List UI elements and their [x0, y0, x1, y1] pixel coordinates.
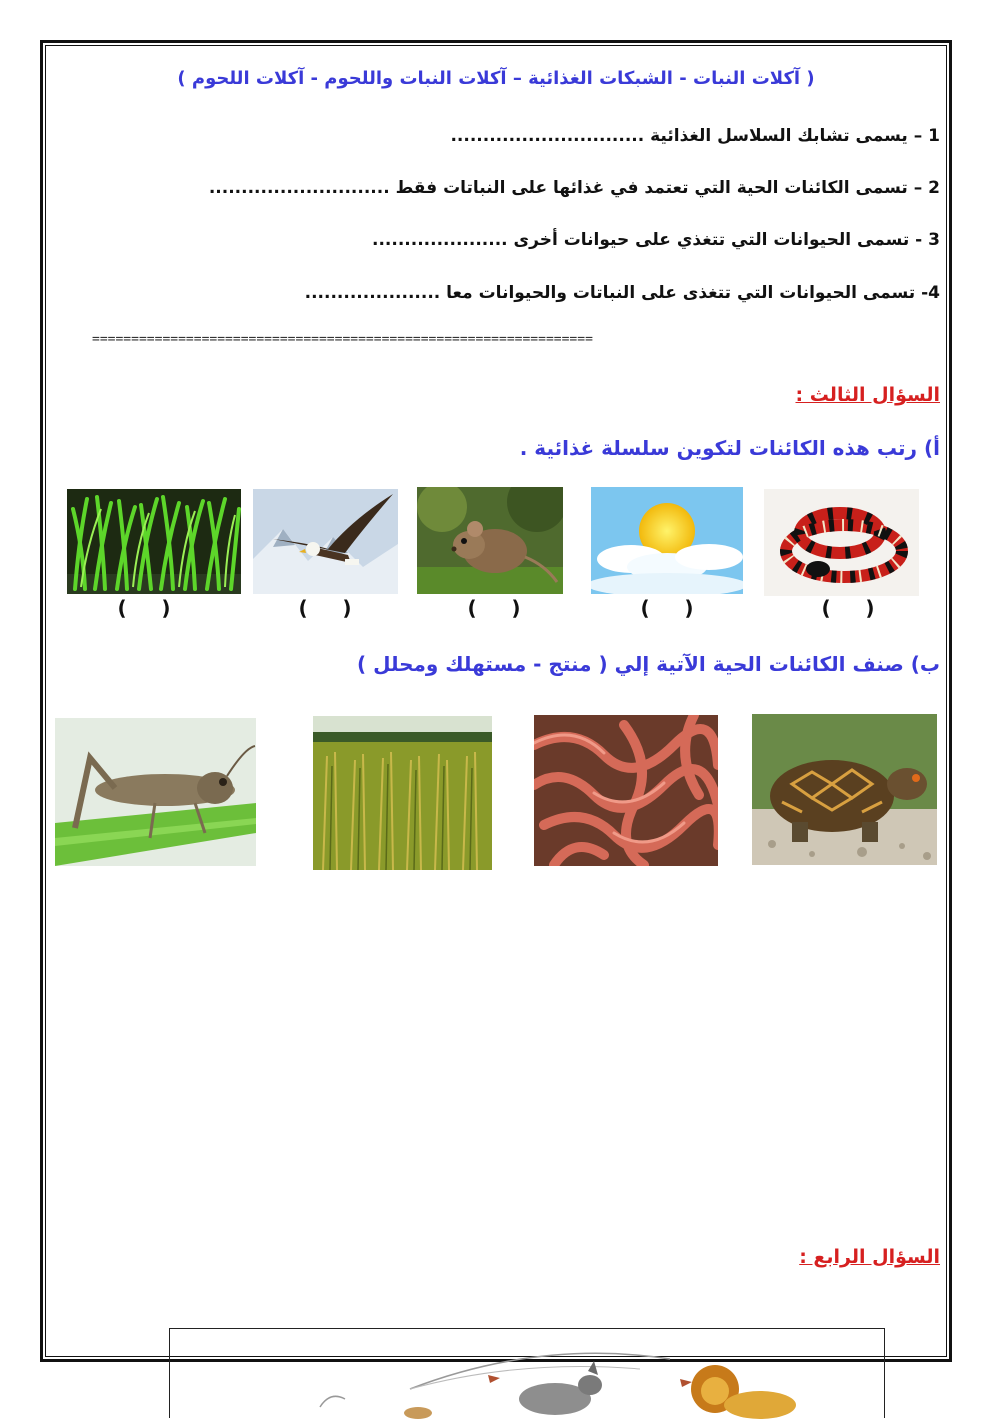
answer-box-1[interactable]: ( ) — [117, 596, 171, 620]
question-4-heading: السؤال الرابع : — [799, 1246, 940, 1268]
question-line-2: 2 – تسمى الكائنات الحية التي تعتمد في غذائها على النباتات فقط ............................ — [208, 178, 940, 198]
food-chain-diagram — [170, 1329, 886, 1419]
snake-image — [764, 489, 919, 596]
question-3-heading: السؤال الثالث : — [795, 384, 940, 406]
divider-line: ================================================================ — [92, 332, 593, 347]
mouse-image — [417, 487, 563, 594]
question-line-3: 3 - تسمى الحيوانات التي تتغذي على حيوانات أخرى ..................... — [372, 230, 940, 250]
turtle-image — [752, 714, 937, 865]
grass-image — [67, 489, 241, 594]
eagle-image — [253, 489, 398, 594]
sun-image — [591, 487, 743, 594]
wolf-drawing — [519, 1361, 602, 1415]
word-bank: ( آكلات النبات - الشبكات الغذائية – آكلات النبات واللحوم - آكلات اللحوم ) — [177, 68, 815, 89]
question-line-1: 1 – يسمى تشابك السلاسل الغذائية .............................. — [450, 126, 940, 146]
earthworms-image — [534, 715, 718, 866]
answer-box-4[interactable]: ( ) — [640, 596, 694, 620]
question-line-4: 4- تسمى الحيوانات التي تتغذى على النباتات والحيوانات معا ..................... — [304, 283, 940, 303]
part-b-instruction: ب) صنف الكائنات الحية الآتية إلي ( منتج - مستهلك ومحلل ) — [357, 652, 940, 676]
answer-box-5[interactable]: ( ) — [821, 596, 875, 620]
answer-box-2[interactable]: ( ) — [298, 596, 352, 620]
lion-drawing — [691, 1365, 796, 1419]
food-chain-diagram-box — [169, 1328, 885, 1418]
part-a-instruction: أ) رتب هذه الكائنات لتكوين سلسلة غذائية . — [519, 436, 940, 460]
grasshopper-image — [55, 718, 256, 866]
answer-box-3[interactable]: ( ) — [467, 596, 521, 620]
wheat-field-image — [313, 716, 492, 870]
